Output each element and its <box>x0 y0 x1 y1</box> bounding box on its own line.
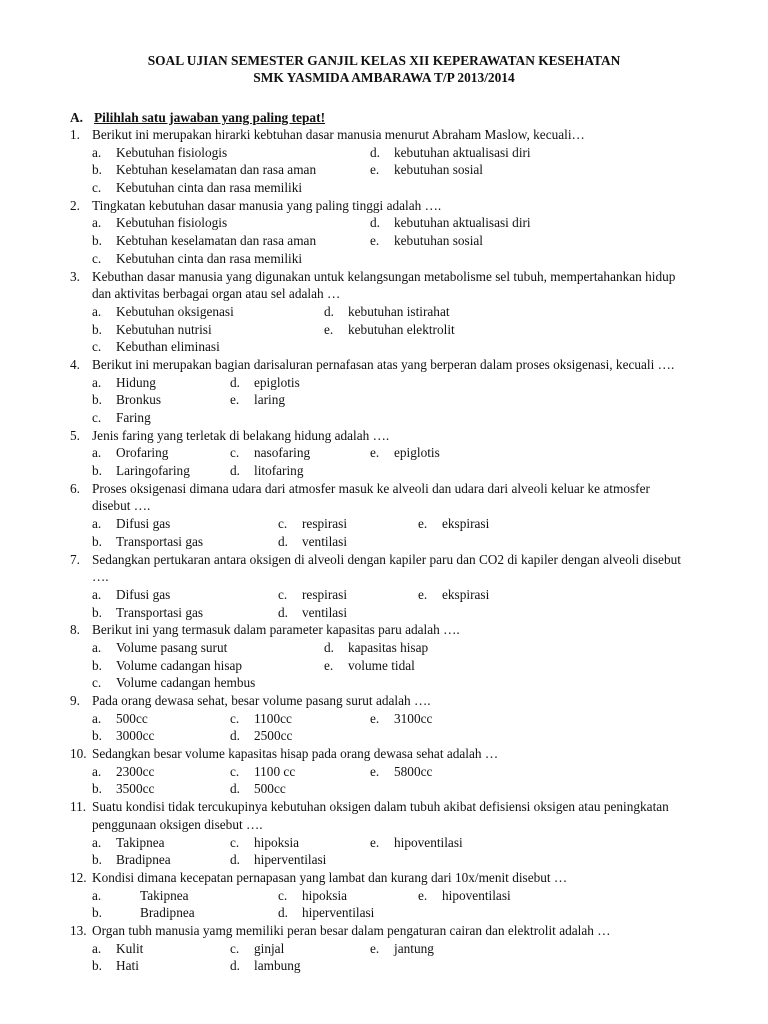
question-number: 3. <box>70 268 80 284</box>
option-text: epiglotis <box>394 445 440 461</box>
answer-option <box>230 391 285 409</box>
option-text: 1100cc <box>254 710 292 726</box>
option-letter: d. <box>324 303 334 319</box>
answer-option <box>418 586 489 604</box>
option-row <box>70 214 710 232</box>
option-row <box>70 674 710 692</box>
answer-option <box>92 710 148 728</box>
question-item <box>70 922 710 975</box>
option-text: epiglotis <box>254 374 300 390</box>
option-letter: b. <box>92 321 102 337</box>
question-number: 2. <box>70 197 80 213</box>
answer-option <box>92 338 220 356</box>
option-row <box>70 887 710 905</box>
option-letter: e. <box>370 763 380 779</box>
answer-option <box>230 780 286 798</box>
option-letter: e. <box>370 233 380 249</box>
option-text: jantung <box>394 940 434 956</box>
option-text: hipoksia <box>254 834 300 850</box>
question-number: 1. <box>70 127 80 142</box>
answer-option <box>92 515 170 533</box>
option-letter: a. <box>92 639 102 655</box>
option-text: Bradipnea <box>140 905 195 921</box>
option-text: Hati <box>116 958 139 974</box>
option-letter: d. <box>230 781 240 797</box>
question-item <box>70 480 710 551</box>
option-text: Kulit <box>116 940 144 956</box>
option-letter: c. <box>230 445 240 461</box>
section-letter: A. <box>70 110 84 125</box>
option-letter: e. <box>370 162 380 178</box>
answer-option <box>92 940 143 958</box>
option-letter: c. <box>92 410 102 425</box>
answer-option <box>92 462 190 480</box>
option-letter: a. <box>92 445 102 461</box>
option-letter: d. <box>370 144 380 160</box>
question-line-continued <box>70 285 710 303</box>
answer-option <box>370 940 434 958</box>
question-number: 5. <box>70 427 80 443</box>
option-letter: d. <box>230 728 240 744</box>
question-line <box>70 480 710 498</box>
answer-option <box>92 834 165 852</box>
answer-option <box>230 710 292 728</box>
option-letter: e. <box>370 834 380 850</box>
exam-title: SOAL UJIAN SEMESTER GANJIL KELAS XII KEPERAWATAN KESEHATAN <box>147 53 621 68</box>
answer-option <box>92 232 316 250</box>
option-letter: e. <box>230 392 240 408</box>
option-letter: c. <box>92 180 102 196</box>
option-text: kebutuhan sosial <box>394 162 484 178</box>
answer-option <box>278 533 347 551</box>
option-text: Kebutuhan nutrisi <box>116 321 212 337</box>
option-letter: d. <box>370 215 380 231</box>
question-item <box>70 268 710 356</box>
answer-option <box>92 674 255 692</box>
option-row <box>70 763 710 781</box>
option-text: laring <box>254 392 286 408</box>
option-row <box>70 250 710 268</box>
option-letter: a. <box>92 887 102 903</box>
question-item <box>70 427 710 480</box>
answer-option <box>92 409 151 427</box>
option-letter: d. <box>230 852 240 868</box>
question-text: …. <box>92 569 109 585</box>
option-text: volume tidal <box>348 657 415 673</box>
answer-option <box>92 144 227 162</box>
question-line-continued <box>70 568 710 586</box>
answer-option <box>278 904 374 922</box>
answer-option <box>278 586 347 604</box>
question-line-continued <box>70 497 710 515</box>
answer-option <box>92 179 302 197</box>
option-row <box>70 904 710 922</box>
question-line <box>70 621 710 639</box>
answer-option <box>370 444 440 462</box>
option-text: 500cc <box>254 781 286 797</box>
answer-option <box>92 214 227 232</box>
question-line <box>70 798 710 816</box>
option-row <box>70 232 710 250</box>
option-text: Kebtuhan keselamatan dan rasa aman <box>116 233 317 249</box>
answer-option <box>370 710 432 728</box>
option-letter: c. <box>278 887 288 903</box>
option-text: respirasi <box>302 516 348 532</box>
option-text: respirasi <box>302 586 348 602</box>
option-letter: d. <box>230 463 240 479</box>
option-text: hiperventilasi <box>254 852 327 868</box>
option-text: 2500cc <box>254 728 293 744</box>
option-letter: e. <box>370 940 380 956</box>
option-row <box>70 851 710 869</box>
answer-option <box>92 957 139 975</box>
question-number: 8. <box>70 622 80 638</box>
option-row <box>70 444 710 462</box>
option-text: Laringofaring <box>116 463 190 479</box>
option-text: Transportasi gas <box>116 604 204 620</box>
question-line <box>70 551 710 569</box>
answer-option <box>92 161 316 179</box>
option-text: Takipnea <box>116 834 165 850</box>
option-letter: d. <box>230 958 240 974</box>
answer-option <box>92 763 154 781</box>
answer-option <box>230 834 299 852</box>
answer-option <box>230 462 303 480</box>
question-text: Sedangkan pertukaran antara oksigen di alveoli dengan kapiler paru dan CO2 di kapiler dengan alveoli disebut <box>92 551 681 567</box>
option-text: Kebutuhan oksigenasi <box>116 303 234 319</box>
answer-option <box>92 604 203 622</box>
answer-option <box>230 374 300 392</box>
option-row <box>70 462 710 480</box>
question-line <box>70 427 710 445</box>
answer-option <box>370 161 483 179</box>
option-letter: b. <box>92 162 102 178</box>
answer-option <box>370 834 463 852</box>
option-row <box>70 144 710 162</box>
option-text: Kebutuhan cinta dan rasa memiliki <box>116 180 303 196</box>
question-text: Berikut ini yang termasuk dalam parameter kapasitas paru adalah …. <box>92 622 460 638</box>
option-letter: b. <box>92 463 102 479</box>
question-item <box>70 197 710 268</box>
answer-option <box>418 515 489 533</box>
answer-option <box>92 374 156 392</box>
option-text: Kebutuhan cinta dan rasa memiliki <box>116 250 303 266</box>
option-text: ventilasi <box>302 533 348 549</box>
answer-option <box>370 144 531 162</box>
question-line <box>70 197 710 215</box>
option-row <box>70 957 710 975</box>
question-item <box>70 621 710 692</box>
option-text: 2300cc <box>116 763 155 779</box>
question-item <box>70 692 710 745</box>
option-text: kebutuhan istirahat <box>348 303 450 319</box>
option-text: Takipnea <box>140 887 189 903</box>
option-letter: a. <box>92 516 102 532</box>
answer-option <box>92 444 168 462</box>
question-text: Kondisi dimana kecepatan pernapasan yang lambat dan kurang dari 10x/menit disebut … <box>92 869 568 885</box>
option-letter: e. <box>418 887 428 903</box>
question-text: Organ tubh manusia yamg memiliki peran besar dalam pengaturan cairan dan elektrolit adalah … <box>92 922 611 938</box>
option-letter: c. <box>230 710 240 726</box>
option-row <box>70 586 710 604</box>
option-text: Volume cadangan hisap <box>116 657 243 673</box>
answer-option <box>370 214 531 232</box>
answer-option <box>92 303 234 321</box>
option-row <box>70 515 710 533</box>
answer-option <box>92 639 227 657</box>
option-text: kebutuhan aktualisasi diri <box>394 215 531 231</box>
option-letter: d. <box>278 905 288 921</box>
option-letter: d. <box>324 639 334 655</box>
option-text: Orofaring <box>116 445 169 461</box>
option-letter: b. <box>92 728 102 744</box>
answer-option <box>230 444 310 462</box>
option-text: nasofaring <box>254 445 311 461</box>
question-text: penggunaan oksigen disebut …. <box>92 816 263 832</box>
option-row <box>70 834 710 852</box>
question-text: Pada orang dewasa sehat, besar volume pasang surut adalah …. <box>92 693 431 708</box>
question-item <box>70 551 710 622</box>
question-number: 11. <box>70 799 87 815</box>
answer-option <box>230 763 295 781</box>
question-line <box>70 356 710 374</box>
option-letter: b. <box>92 233 102 249</box>
question-line <box>70 126 710 144</box>
option-row <box>70 533 710 551</box>
option-row <box>70 179 710 197</box>
section-heading <box>70 109 325 126</box>
answer-option <box>278 887 347 905</box>
question-text: Berikut ini merupakan hirarki kebtuhan dasar manusia menurut Abraham Maslow, kecuali… <box>92 127 585 142</box>
question-line <box>70 922 710 940</box>
option-text: ginjal <box>254 940 285 956</box>
question-text: Sedangkan besar volume kapasitas hisap pada orang dewasa sehat adalah … <box>92 746 499 762</box>
option-text: Kebutuhan fisiologis <box>116 215 228 231</box>
answer-option <box>92 533 203 551</box>
option-text: hipoventilasi <box>394 834 463 850</box>
answer-option <box>92 391 161 409</box>
option-text: Hidung <box>116 374 156 390</box>
answer-option <box>278 604 347 622</box>
option-letter: b. <box>92 958 102 974</box>
option-row <box>70 604 710 622</box>
option-letter: c. <box>230 834 240 850</box>
option-letter: c. <box>278 586 288 602</box>
answer-option <box>92 780 154 798</box>
question-number: 10. <box>70 746 87 762</box>
option-letter: c. <box>278 516 288 532</box>
option-letter: c. <box>230 940 240 956</box>
option-text: litofaring <box>254 463 304 479</box>
question-item <box>70 745 710 798</box>
option-letter: d. <box>278 604 288 620</box>
option-letter: c. <box>92 250 102 266</box>
option-letter: b. <box>92 392 102 408</box>
question-item <box>70 356 710 427</box>
option-letter: c. <box>230 763 240 779</box>
option-row <box>70 321 710 339</box>
answer-option <box>370 763 432 781</box>
question-text: Proses oksigenasi dimana udara dari atmosfer masuk ke alveoli dan udara dari alveoli keluar ke atmosfer <box>92 480 650 496</box>
option-letter: d. <box>278 533 288 549</box>
option-letter: b. <box>92 905 102 921</box>
exam-header <box>0 52 768 86</box>
option-text: 1100 cc <box>254 763 296 779</box>
option-text: 5800cc <box>394 763 433 779</box>
question-text: Kebuthan dasar manusia yang digunakan untuk kelangsungan metabolisme sel tubuh, mempertahankan hidup <box>92 268 676 284</box>
option-text: 500cc <box>116 710 148 726</box>
option-text: kebutuhan sosial <box>394 233 484 249</box>
option-text: hiperventilasi <box>302 905 375 921</box>
option-row <box>70 780 710 798</box>
question-item <box>70 126 710 197</box>
option-letter: a. <box>92 303 102 319</box>
option-text: hipoksia <box>302 887 348 903</box>
answer-option <box>418 887 511 905</box>
option-text: Volume pasang surut <box>116 639 228 655</box>
option-text: Kebutuhan fisiologis <box>116 144 228 160</box>
option-row <box>70 374 710 392</box>
option-letter: b. <box>92 533 102 549</box>
option-text: Difusi gas <box>116 516 171 532</box>
answer-option <box>230 727 292 745</box>
option-text: 3500cc <box>116 781 155 797</box>
answer-option <box>92 887 189 905</box>
option-row <box>70 639 710 657</box>
question-line <box>70 692 710 710</box>
option-letter: a. <box>92 710 102 726</box>
answer-option <box>92 727 154 745</box>
question-line <box>70 745 710 763</box>
question-number: 13. <box>70 922 87 938</box>
school-name: SMK YASMIDA AMBARAWA T/P 2013/2014 <box>253 70 515 85</box>
answer-option <box>92 250 302 268</box>
answer-option <box>92 851 171 869</box>
option-letter: e. <box>370 710 380 726</box>
option-text: hipoventilasi <box>442 887 511 903</box>
section-instruction: Pilihlah satu jawaban yang paling tepat! <box>94 110 326 125</box>
option-row <box>70 710 710 728</box>
option-text: ekspirasi <box>442 516 490 532</box>
question-number: 12. <box>70 869 87 885</box>
answer-option <box>92 904 195 922</box>
question-number: 6. <box>70 480 80 496</box>
option-row <box>70 940 710 958</box>
option-letter: d. <box>230 374 240 390</box>
option-letter: b. <box>92 781 102 797</box>
question-number: 7. <box>70 551 80 567</box>
option-letter: a. <box>92 144 102 160</box>
question-line <box>70 869 710 887</box>
question-line <box>70 268 710 286</box>
option-letter: e. <box>418 516 428 532</box>
option-letter: b. <box>92 852 102 868</box>
question-item <box>70 798 710 869</box>
question-text: dan aktivitas berbagai organ atau sel adalah … <box>92 286 341 302</box>
option-letter: b. <box>92 604 102 620</box>
option-text: Kebtuhan keselamatan dan rasa aman <box>116 162 317 178</box>
option-letter: a. <box>92 834 102 850</box>
answer-option <box>92 321 212 339</box>
option-letter: a. <box>92 763 102 779</box>
option-text: Bronkus <box>116 392 162 408</box>
option-text: Difusi gas <box>116 586 171 602</box>
option-text: Transportasi gas <box>116 533 204 549</box>
question-number: 9. <box>70 693 80 708</box>
option-row <box>70 657 710 675</box>
option-text: Faring <box>116 410 151 425</box>
question-text: Tingkatan kebutuhan dasar manusia yang paling tinggi adalah …. <box>92 197 442 213</box>
option-text: ekspirasi <box>442 586 490 602</box>
option-text: lambung <box>254 958 301 974</box>
question-text: Berikut ini merupakan bagian darisaluran pernafasan atas yang berperan dalam proses oksigenasi, kecuali …. <box>92 356 675 372</box>
answer-option <box>324 657 415 675</box>
option-text: kebutuhan elektrolit <box>348 321 455 337</box>
option-text: kebutuhan aktualisasi diri <box>394 144 531 160</box>
answer-option <box>324 639 428 657</box>
answer-option <box>230 957 301 975</box>
option-row <box>70 727 710 745</box>
option-letter: e. <box>324 321 334 337</box>
option-letter: a. <box>92 940 102 956</box>
answer-option <box>230 940 284 958</box>
option-letter: e. <box>418 586 428 602</box>
question-item <box>70 869 710 922</box>
option-text: kapasitas hisap <box>348 639 429 655</box>
option-row <box>70 409 710 427</box>
option-letter: e. <box>324 657 334 673</box>
question-text: disebut …. <box>92 498 151 514</box>
option-letter: e. <box>370 445 380 461</box>
answer-option <box>230 851 326 869</box>
option-row <box>70 161 710 179</box>
option-text: Volume cadangan hembus <box>116 675 256 691</box>
option-row <box>70 391 710 409</box>
answer-option <box>278 515 347 533</box>
option-letter: c. <box>92 675 102 691</box>
question-list <box>70 126 710 975</box>
option-letter: a. <box>92 215 102 231</box>
answer-option <box>92 657 242 675</box>
question-line-continued <box>70 816 710 834</box>
question-number: 4. <box>70 356 80 372</box>
option-text: 3100cc <box>394 710 433 726</box>
option-text: ventilasi <box>302 604 348 620</box>
answer-option <box>324 303 450 321</box>
option-letter: b. <box>92 657 102 673</box>
question-text: Suatu kondisi tidak tercukupinya kebutuhan oksigen dalam tubuh akibat defisiensi oksigen atau peningkatan <box>92 799 669 815</box>
answer-option <box>324 321 455 339</box>
option-text: Kebuthan eliminasi <box>116 339 220 355</box>
option-letter: a. <box>92 586 102 602</box>
option-letter: c. <box>92 339 102 355</box>
answer-option <box>370 232 483 250</box>
option-text: 3000cc <box>116 728 155 744</box>
option-letter: a. <box>92 374 102 390</box>
answer-option <box>92 586 170 604</box>
option-row <box>70 338 710 356</box>
option-row <box>70 303 710 321</box>
question-text: Jenis faring yang terletak di belakang hidung adalah …. <box>92 427 390 443</box>
option-text: Bradipnea <box>116 852 171 868</box>
